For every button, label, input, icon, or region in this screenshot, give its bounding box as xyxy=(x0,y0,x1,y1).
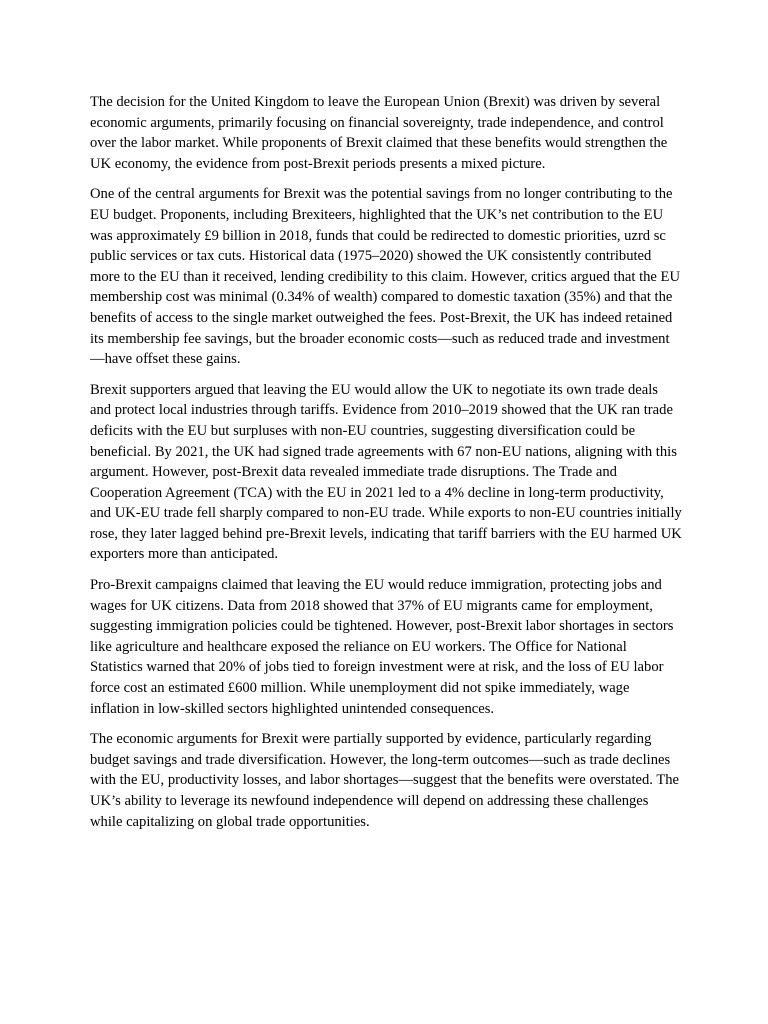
paragraph-trade: Brexit supporters argued that leaving the EU would allow the UK to negotiate its own trade deals and protect local industries through tariffs. Evidence from 2010–2019 showed that the UK ran trade deficits with the EU but surpluses with non-EU countries, suggesting diversification could be beneficial. By 2021, the UK had signed trade agreements with 67 non-EU nations, aligning with this argument. However, post-Brexit data revealed immediate trade disruptions. The Trade and Cooperation Agreement (TCA) with the EU in 2021 led to a 4% decline in long-term productivity, and UK-EU trade fell sharply compared to non-EU trade. While exports to non-EU countries initially rose, they later lagged behind pre-Brexit levels, indicating that tariff barriers with the EU harmed UK exporters more than anticipated. xyxy=(90,381,682,563)
paragraph-conclusion: The economic arguments for Brexit were partially supported by evidence, particularly regarding budget savings and trade diversification. However, the long-term outcomes—such as trade declines with the EU, productivity losses, and labor shortages—suggest that the benefits were overstated. The UK’s ability to leverage its newfound independence will depend on addressing these challenges while capitalizing on global trade opportunities. xyxy=(90,731,680,830)
document-body xyxy=(90,92,682,842)
paragraph-immigration: Pro-Brexit campaigns claimed that leaving the EU would reduce immigration, protecting jobs and wages for UK citizens. Data from 2018 showed that 37% of EU migrants came for employment, suggesting immigration policies could be tightened. However, post-Brexit labor shortages in sectors like agriculture and healthcare exposed the reliance on EU workers. The Office for National Statistics warned that 20% of jobs tied to foreign investment were at risk, and the loss of EU labor force cost an estimated £600 million. While unemployment did not spike immediately, wage inflation in low-skilled sectors highlighted unintended consequences. xyxy=(90,577,674,717)
paragraph-intro: The decision for the United Kingdom to leave the European Union (Brexit) was driven by several economic arguments, primarily focusing on financial sovereignty, trade independence, and control over the labor market. While proponents of Brexit claimed that these benefits would strengthen the UK economy, the evidence from post-Brexit periods presents a mixed picture. xyxy=(90,94,668,172)
paragraph-budget: One of the central arguments for Brexit was the potential savings from no longer contributing to the EU budget. Proponents, including Brexiteers, highlighted that the UK’s net contribution to the EU was approximately £9 billion in 2018, funds that could be redirected to domestic priorities, uzrd sc public services or tax cuts. Historical data (1975–2020) showed the UK consistently contributed more to the EU than it received, lending credibility to this claim. However, critics argued that the EU membership cost was minimal (0.34% of wealth) compared to domestic taxation (35%) and that the benefits of access to the single market outweighed the fees. Post-Brexit, the UK has indeed retained its membership fee savings, but the broader economic costs—such as reduced trade and investment—have offset these gains. xyxy=(90,186,681,368)
